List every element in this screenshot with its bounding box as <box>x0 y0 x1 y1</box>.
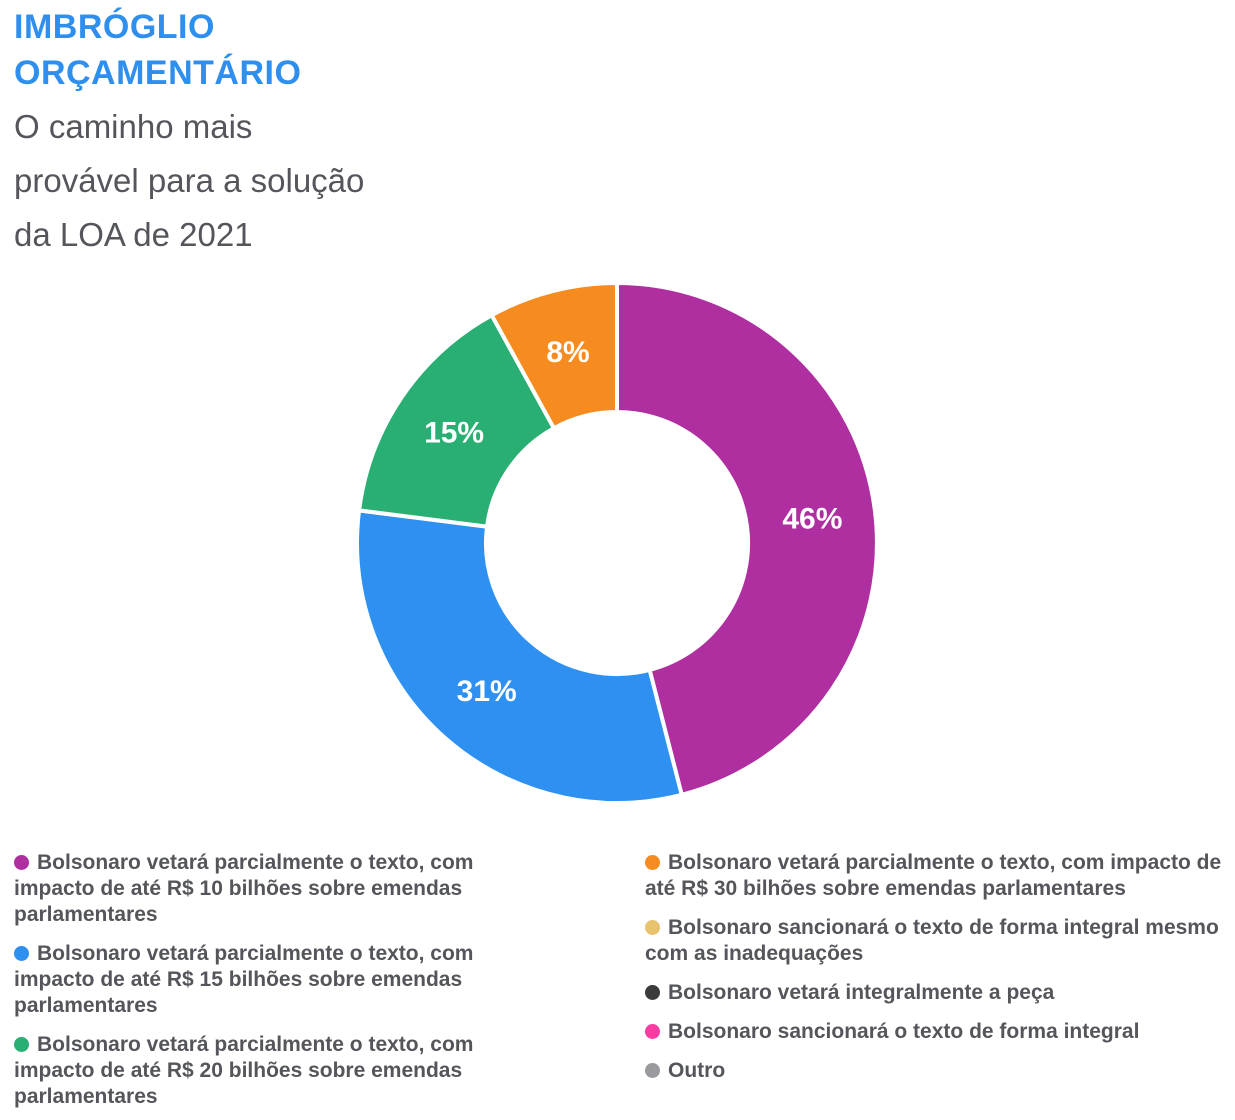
legend-dot-icon <box>14 946 29 961</box>
legend-label: Outro <box>668 1059 726 1082</box>
chart-legend-right <box>645 850 1227 1097</box>
legend-dot-icon <box>14 1037 29 1052</box>
page-subtitle-line-3: da LOA de 2021 <box>14 216 253 253</box>
legend-label: Bolsonaro sancionará o texto de forma integral mesmo com as inadequações <box>645 916 1219 965</box>
legend-item <box>14 1032 508 1110</box>
legend-item <box>645 980 1227 1006</box>
page-title-line-1: IMBRÓGLIO <box>14 8 215 46</box>
slice-value-label: 46% <box>782 502 843 536</box>
legend-label: Bolsonaro sancionará o texto de forma integral <box>668 1020 1140 1043</box>
page-subtitle-line-1: O caminho mais <box>14 108 253 145</box>
legend-label: Bolsonaro vetará integralmente a peça <box>668 981 1055 1004</box>
legend-item <box>14 941 508 1019</box>
chart-legend-left <box>14 850 508 1120</box>
pie-slice-1[interactable] <box>357 510 682 803</box>
legend-label: Bolsonaro vetará parcialmente o texto, com impacto de até R$ 15 bilhões sobre emendas parlamentares <box>14 942 474 1017</box>
legend-label: Bolsonaro vetará parcialmente o texto, com impacto de até R$ 30 bilhões sobre emendas parlamentares <box>645 851 1222 900</box>
legend-dot-icon <box>645 985 660 1000</box>
legend-dot-icon <box>645 855 660 870</box>
page-title-line-2: ORÇAMENTÁRIO <box>14 54 302 92</box>
slice-value-label: 15% <box>424 416 485 450</box>
legend-item <box>645 915 1227 967</box>
page-subtitle-line-2: provável para a solução <box>14 162 365 199</box>
legend-dot-icon <box>645 1063 660 1078</box>
legend-label: Bolsonaro vetará parcialmente o texto, com impacto de até R$ 10 bilhões sobre emendas parlamentares <box>14 851 474 926</box>
slice-value-label: 8% <box>546 336 590 370</box>
legend-dot-icon <box>645 1024 660 1039</box>
legend-dot-icon <box>645 920 660 935</box>
legend-item <box>645 1058 1227 1084</box>
legend-item <box>645 850 1227 902</box>
slice-value-label: 31% <box>456 674 517 708</box>
legend-label: Bolsonaro vetará parcialmente o texto, com impacto de até R$ 20 bilhões sobre emendas parlamentares <box>14 1033 474 1108</box>
legend-item <box>14 850 508 928</box>
legend-dot-icon <box>14 855 29 870</box>
legend-item <box>645 1019 1227 1045</box>
